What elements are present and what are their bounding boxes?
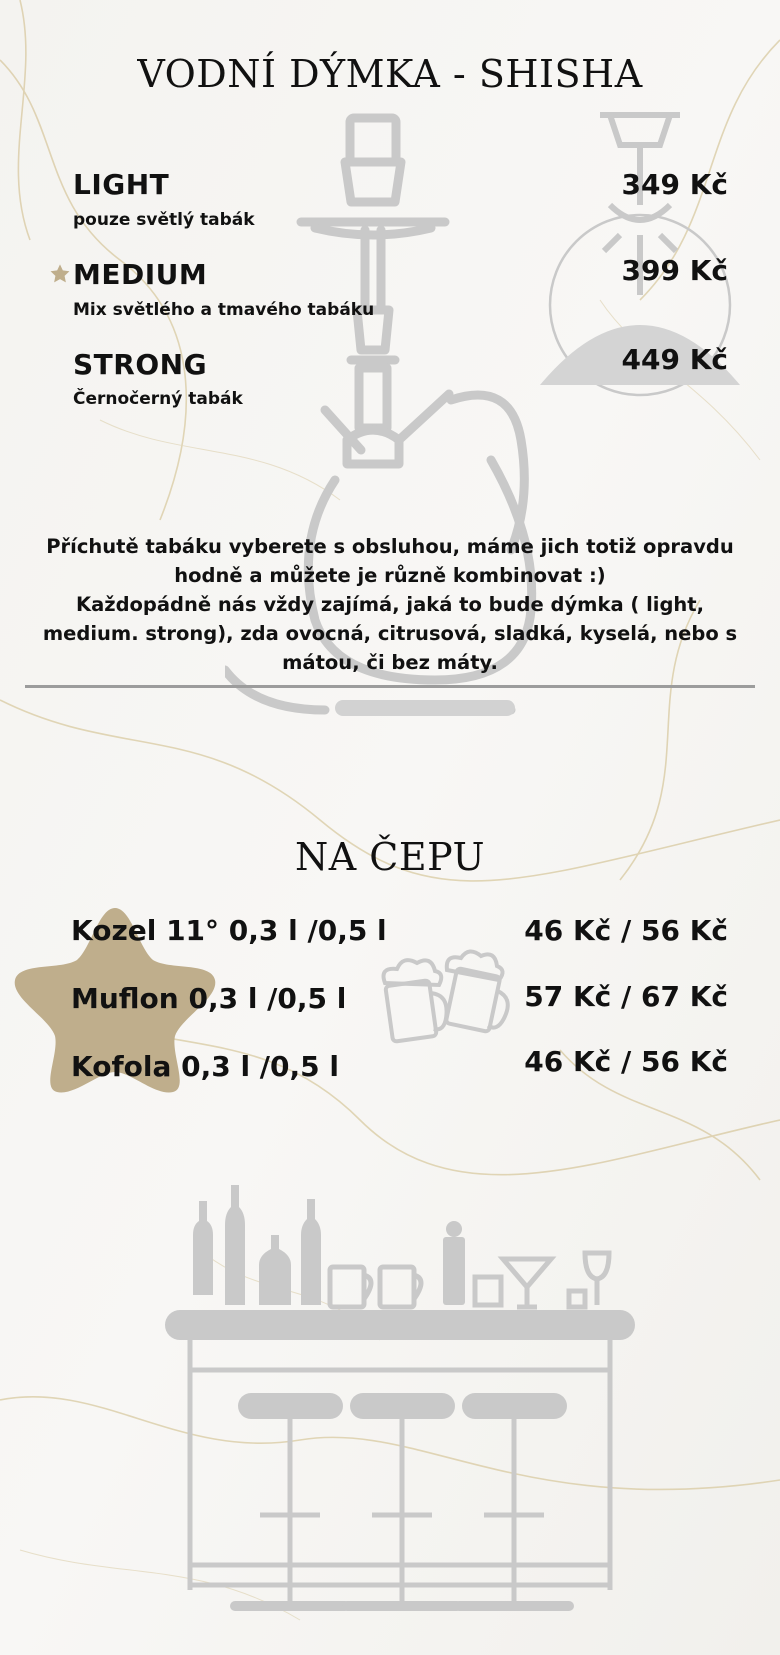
flavor-note <box>40 532 740 677</box>
shisha-item-desc: Černočerný tabák <box>73 389 243 409</box>
section-divider <box>25 685 755 688</box>
tap-title: NA ČEPU <box>294 835 485 879</box>
hookah-icon <box>530 105 780 475</box>
note-line: Každopádně nás vždy zajímá, jaká to bude dýmka ( light, <box>75 593 705 616</box>
note-line: medium. strong), zda ovocná, citrusová, sladká, kyselá, nebo s <box>42 622 738 645</box>
shisha-item-price: 349 Kč <box>621 168 728 201</box>
note-line: hodně a můžete je různě kombinovat :) <box>174 564 606 587</box>
shisha-item-desc: pouze světlý tabák <box>73 210 255 230</box>
shisha-item-name: LIGHT <box>73 168 170 201</box>
tap-item-name: Muflon 0,3 l /0,5 l <box>71 982 347 1015</box>
shisha-item-name: STRONG <box>73 348 208 381</box>
shisha-title: VODNÍ DÝMKA - SHISHA <box>137 52 643 96</box>
note-line: mátou, či bez máty. <box>282 651 498 674</box>
shisha-item-price: 399 Kč <box>621 254 728 287</box>
note-line: Příchutě tabáku vyberete s obsluhou, máme jich totiž opravdu <box>46 535 734 558</box>
shisha-item-desc: Mix světlého a tmavého tabáku <box>73 300 375 320</box>
shisha-item-name: MEDIUM <box>73 258 208 291</box>
tap-item-price: 57 Kč / 67 Kč <box>524 980 728 1013</box>
bar-counter-icon <box>165 1185 655 1625</box>
shisha-item-price: 449 Kč <box>621 343 728 376</box>
tap-item-price: 46 Kč / 56 Kč <box>524 1045 728 1078</box>
tap-item-name: Kofola 0,3 l /0,5 l <box>71 1050 339 1083</box>
star-icon <box>49 263 71 285</box>
tap-item-price: 46 Kč / 56 Kč <box>524 914 728 947</box>
tap-item-name: Kozel 11° 0,3 l /0,5 l <box>71 914 387 947</box>
